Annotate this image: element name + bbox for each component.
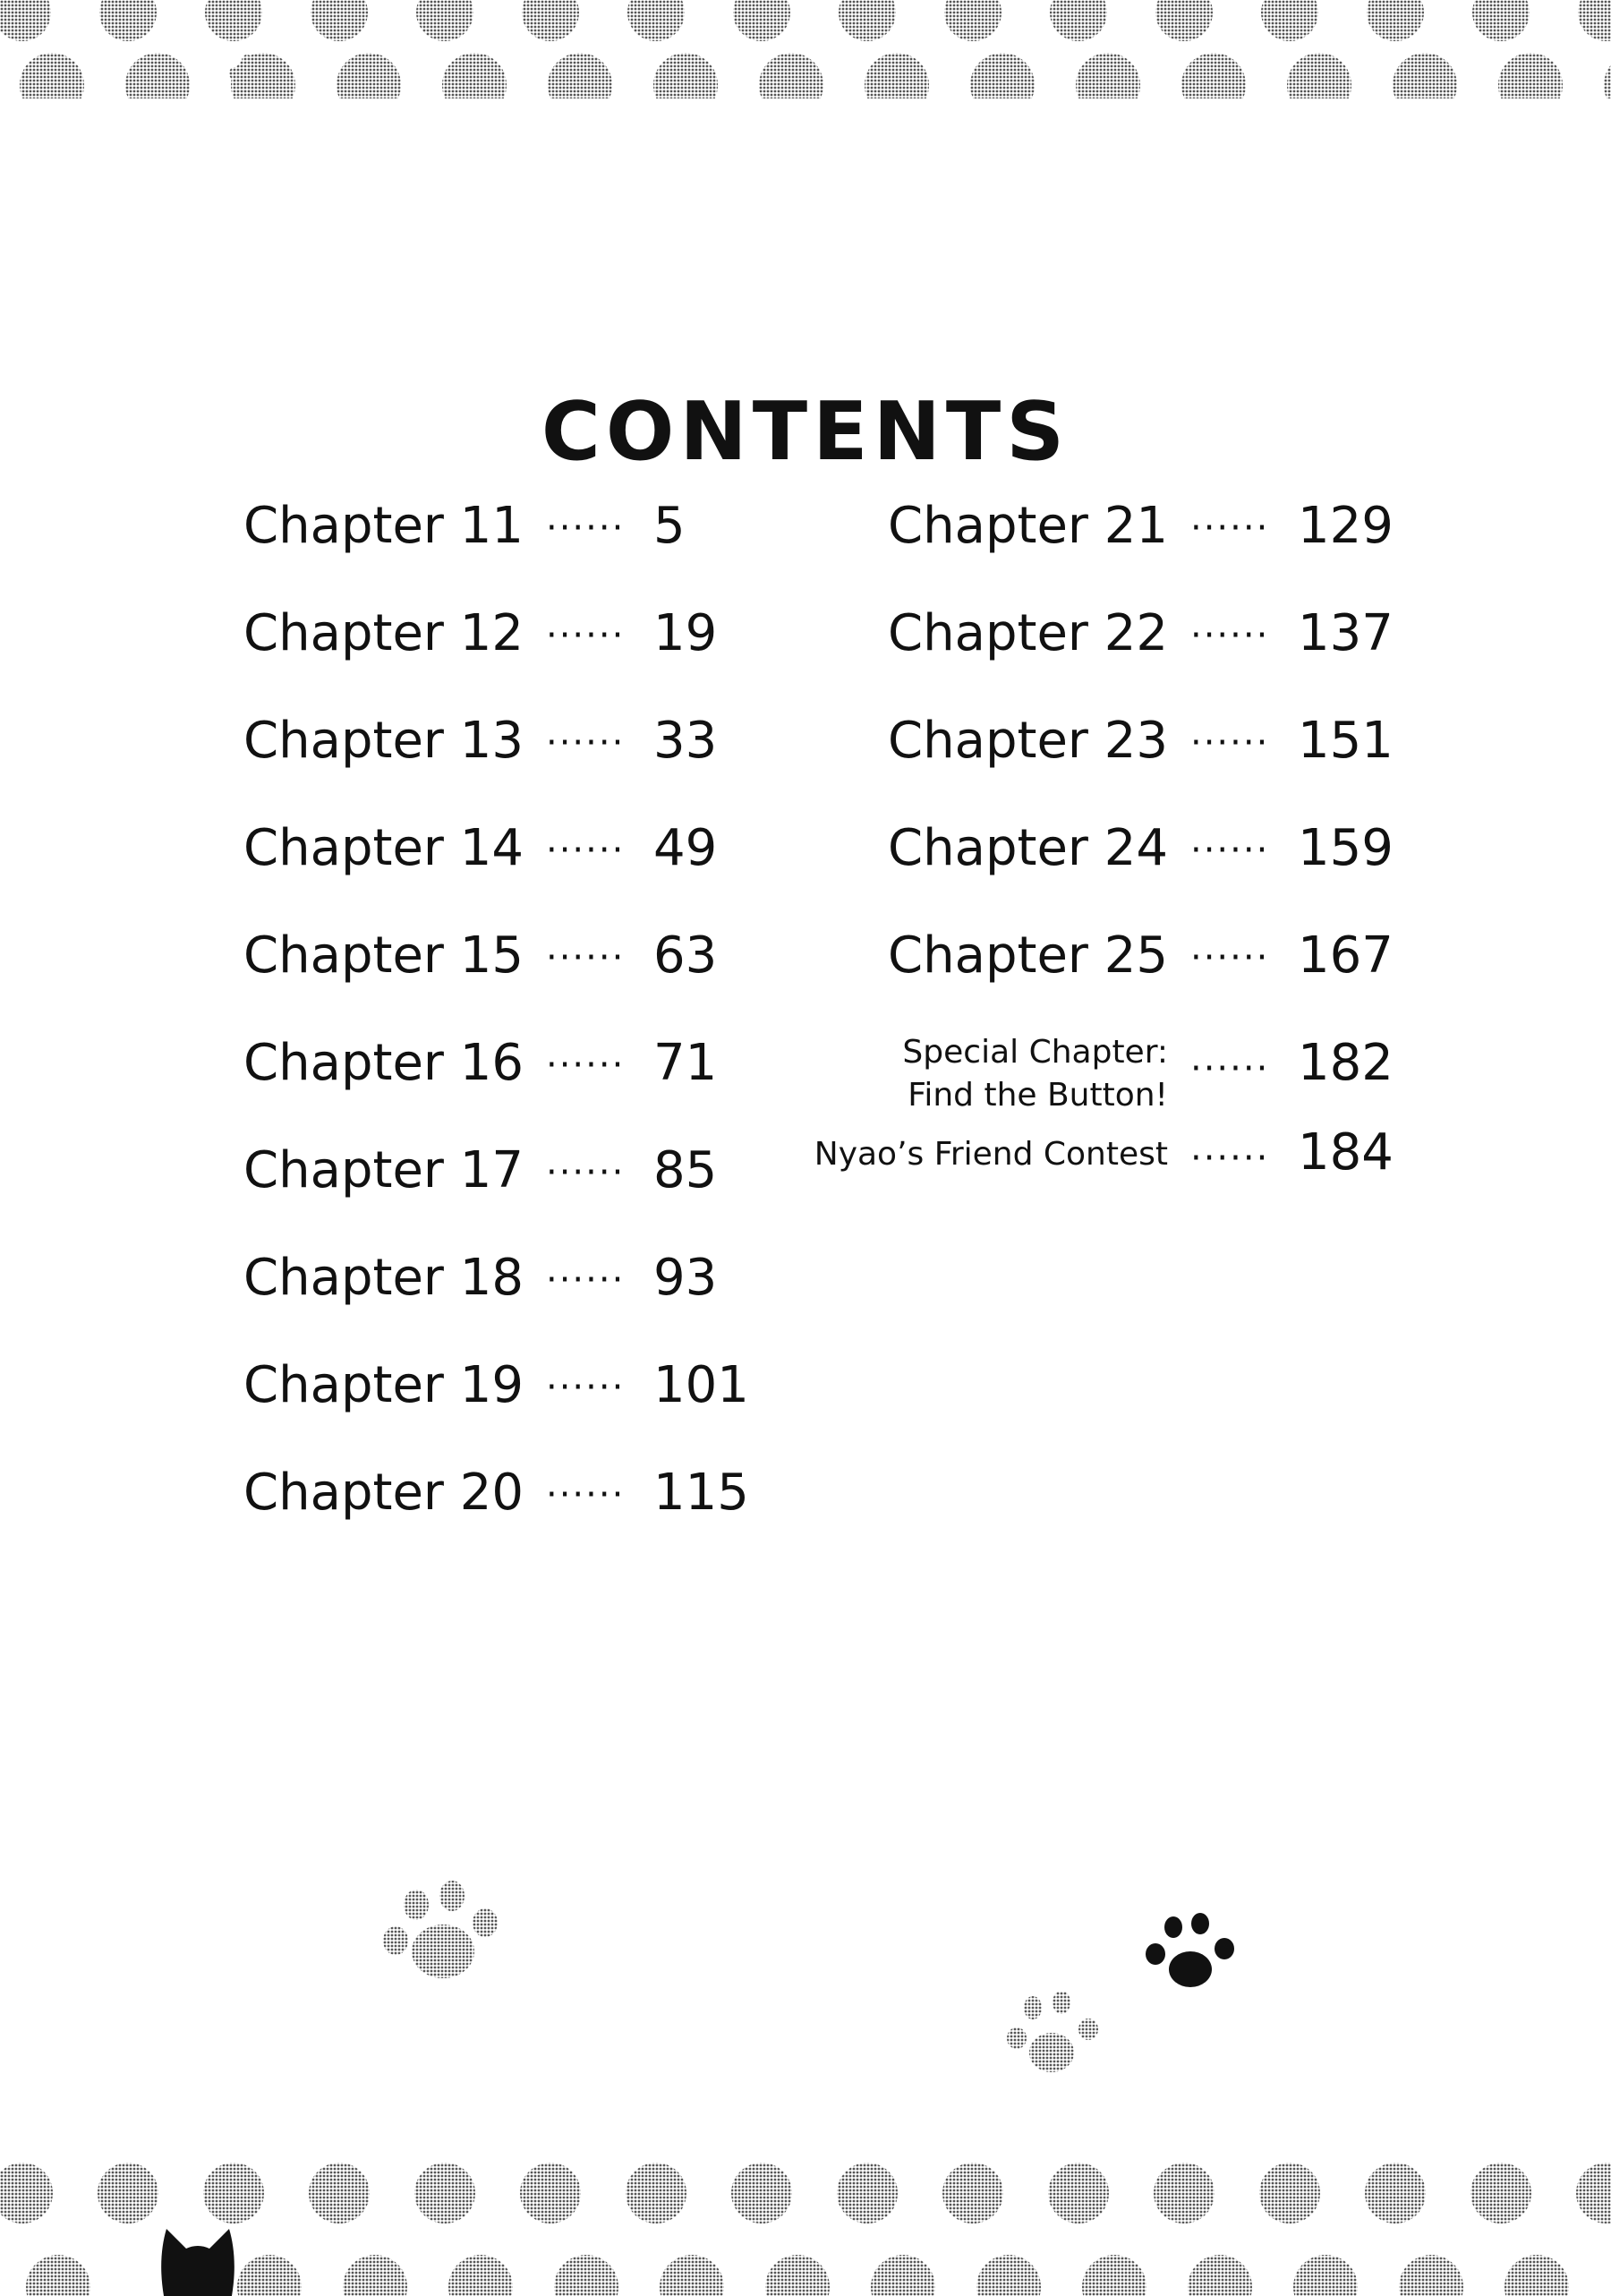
polka-dot	[125, 53, 190, 98]
toc-row[interactable]	[788, 926, 1432, 1038]
toc-leader-dots: ······	[1190, 508, 1270, 549]
polka-dot	[759, 53, 823, 98]
toc-chapter-label: Chapter 11	[243, 497, 524, 555]
toc-chapter-label: Chapter 17	[243, 1141, 524, 1199]
toc-page-number: 33	[653, 712, 718, 770]
polka-dot	[1259, 2163, 1320, 2223]
polka-dot	[26, 2255, 90, 2296]
polka-dot	[1578, 0, 1611, 41]
toc-row[interactable]	[788, 819, 1432, 931]
polka-dot	[448, 2255, 513, 2296]
toc-page-number: 115	[653, 1464, 749, 1522]
toc-page-number: 49	[653, 819, 718, 877]
toc-leader-dots: ······	[546, 937, 626, 978]
paw-print-icon	[1002, 1992, 1105, 2086]
polka-dot	[343, 2255, 407, 2296]
page-title: CONTENTS	[541, 385, 1070, 480]
toc-row[interactable]	[206, 926, 761, 1038]
toc-leader-dots: ······	[546, 830, 626, 871]
polka-dot	[0, 0, 51, 41]
toc-chapter-label: Chapter 18	[243, 1249, 524, 1307]
toc-page-number: 184	[1298, 1123, 1394, 1182]
toc-row-special-chapter[interactable]	[788, 1034, 1432, 1128]
polka-dot	[733, 0, 790, 41]
toc-row[interactable]	[206, 497, 761, 609]
polka-dot	[1393, 53, 1457, 98]
polka-dot	[1155, 0, 1213, 41]
polka-dot	[522, 0, 579, 41]
top-dots-svg	[0, 0, 1611, 98]
polka-dot	[731, 2163, 792, 2223]
polka-dot	[416, 0, 473, 41]
polka-dot	[765, 2255, 830, 2296]
polka-dot	[99, 0, 157, 41]
polka-dot	[944, 0, 1002, 41]
toc-right-column	[788, 497, 1432, 1208]
toc-leader-dots: ······	[546, 1367, 626, 1408]
polka-dot	[1472, 0, 1530, 41]
paw-print-icon	[376, 1880, 510, 1996]
toc-chapter-label: Chapter 21	[888, 497, 1168, 555]
polka-dot	[942, 2163, 1003, 2223]
toc-leader-dots: ······	[546, 1045, 626, 1086]
toc-row[interactable]	[206, 712, 761, 824]
bottom-dots-svg	[0, 2153, 1611, 2296]
toc-row[interactable]	[206, 604, 761, 716]
polka-dot	[865, 53, 929, 98]
bottom-polka-dot-border	[0, 2153, 1611, 2296]
toc-leader-dots: ······	[546, 1259, 626, 1301]
toc-page-number: 85	[653, 1141, 718, 1199]
paw-print-icon	[1141, 1911, 1240, 2001]
toc-row[interactable]	[788, 604, 1432, 716]
toc-leader-dots: ······	[1190, 937, 1270, 978]
toc-chapter-label: Chapter 12	[243, 604, 524, 662]
toc-page-number: 93	[653, 1249, 718, 1307]
toc-page-number: 19	[653, 604, 718, 662]
polka-dot	[0, 2163, 53, 2223]
toc-page-number: 71	[653, 1034, 718, 1092]
toc-page-number: 167	[1298, 926, 1394, 985]
toc-leader-dots: ······	[1190, 1138, 1270, 1179]
polka-dot	[626, 2163, 686, 2223]
polka-dot	[1154, 2163, 1215, 2223]
toc-chapter-label: Chapter 14	[243, 819, 524, 877]
toc-chapter-label: Chapter 20	[243, 1464, 524, 1522]
toc-row[interactable]	[206, 1141, 761, 1253]
polka-dot	[548, 53, 612, 98]
toc-page-number: 129	[1298, 497, 1394, 555]
toc-page-number: 5	[653, 497, 686, 555]
toc-special-chapter-label	[902, 1031, 1168, 1117]
toc-row[interactable]	[788, 712, 1432, 824]
polka-dot	[837, 2163, 898, 2223]
polka-dot	[1399, 2255, 1463, 2296]
toc-page-number: 159	[1298, 819, 1394, 877]
polka-dot	[1076, 53, 1140, 98]
toc-row[interactable]	[206, 1249, 761, 1361]
toc-leader-dots: ······	[1190, 1048, 1270, 1089]
toc-leader-dots: ······	[546, 1474, 626, 1515]
polka-dot	[627, 0, 685, 41]
toc-row[interactable]	[788, 497, 1432, 609]
polka-dot	[1498, 53, 1563, 98]
polka-dot	[871, 2255, 935, 2296]
cat-head-icon	[161, 2229, 234, 2296]
toc-leader-dots: ······	[546, 615, 626, 656]
toc-leader-dots: ······	[1190, 615, 1270, 656]
polka-dot	[1261, 0, 1318, 41]
polka-dot	[309, 2163, 370, 2223]
polka-dot	[1293, 2255, 1358, 2296]
toc-leader-dots: ······	[1190, 830, 1270, 871]
polka-dot	[1470, 2163, 1531, 2223]
polka-dot	[660, 2255, 724, 2296]
polka-dot	[976, 2255, 1041, 2296]
toc-left-column	[206, 497, 761, 1575]
polka-dot	[1367, 0, 1424, 41]
toc-row-friend-contest[interactable]	[788, 1123, 1432, 1208]
polka-dot	[442, 53, 507, 98]
polka-dot	[1365, 2163, 1426, 2223]
toc-row[interactable]	[206, 1034, 761, 1146]
polka-dot	[1604, 53, 1611, 98]
toc-leader-dots: ······	[546, 508, 626, 549]
polka-dot	[237, 2255, 302, 2296]
polka-dot	[520, 2163, 581, 2223]
polka-dot	[205, 0, 262, 41]
toc-page-number: 63	[653, 926, 718, 985]
toc-special-line2: Find the Button!	[908, 1077, 1168, 1114]
polka-dot	[1576, 2163, 1611, 2223]
polka-dot	[1504, 2255, 1569, 2296]
toc-page-number: 182	[1298, 1034, 1394, 1092]
toc-chapter-label: Chapter 24	[888, 819, 1168, 877]
polka-dot	[98, 2163, 158, 2223]
toc-leader-dots: ······	[546, 1152, 626, 1193]
toc-chapter-label: Chapter 22	[888, 604, 1168, 662]
toc-chapter-label: Chapter 19	[243, 1356, 524, 1414]
toc-leader-dots: ······	[546, 722, 626, 764]
toc-row[interactable]	[206, 1356, 761, 1468]
polka-dot	[20, 53, 84, 98]
polka-dot	[653, 53, 718, 98]
toc-chapter-label: Chapter 15	[243, 926, 524, 985]
polka-dot	[311, 0, 368, 41]
toc-chapter-label: Nyao’s Friend Contest	[814, 1136, 1168, 1173]
polka-dot	[1287, 53, 1351, 98]
toc-row[interactable]	[206, 819, 761, 931]
toc-chapter-label: Chapter 23	[888, 712, 1168, 770]
polka-dot	[1050, 0, 1107, 41]
top-polka-dot-border	[0, 0, 1611, 98]
toc-chapter-label: Chapter 25	[888, 926, 1168, 985]
polka-dot	[1048, 2163, 1109, 2223]
polka-dot	[414, 2163, 475, 2223]
toc-chapter-label: Chapter 16	[243, 1034, 524, 1092]
polka-dot	[337, 53, 401, 98]
polka-dot	[839, 0, 896, 41]
toc-chapter-label: Chapter 13	[243, 712, 524, 770]
polka-dot	[1082, 2255, 1146, 2296]
polka-dot	[554, 2255, 618, 2296]
toc-page-number: 151	[1298, 712, 1394, 770]
polka-dot	[1181, 53, 1246, 98]
polka-dot	[970, 53, 1035, 98]
toc-special-line1: Special Chapter:	[902, 1034, 1168, 1071]
toc-page-number: 101	[653, 1356, 749, 1414]
toc-row[interactable]	[206, 1464, 761, 1575]
toc-page-number: 137	[1298, 604, 1394, 662]
polka-dot	[203, 2163, 264, 2223]
toc-leader-dots: ······	[1190, 722, 1270, 764]
polka-dot	[1188, 2255, 1252, 2296]
